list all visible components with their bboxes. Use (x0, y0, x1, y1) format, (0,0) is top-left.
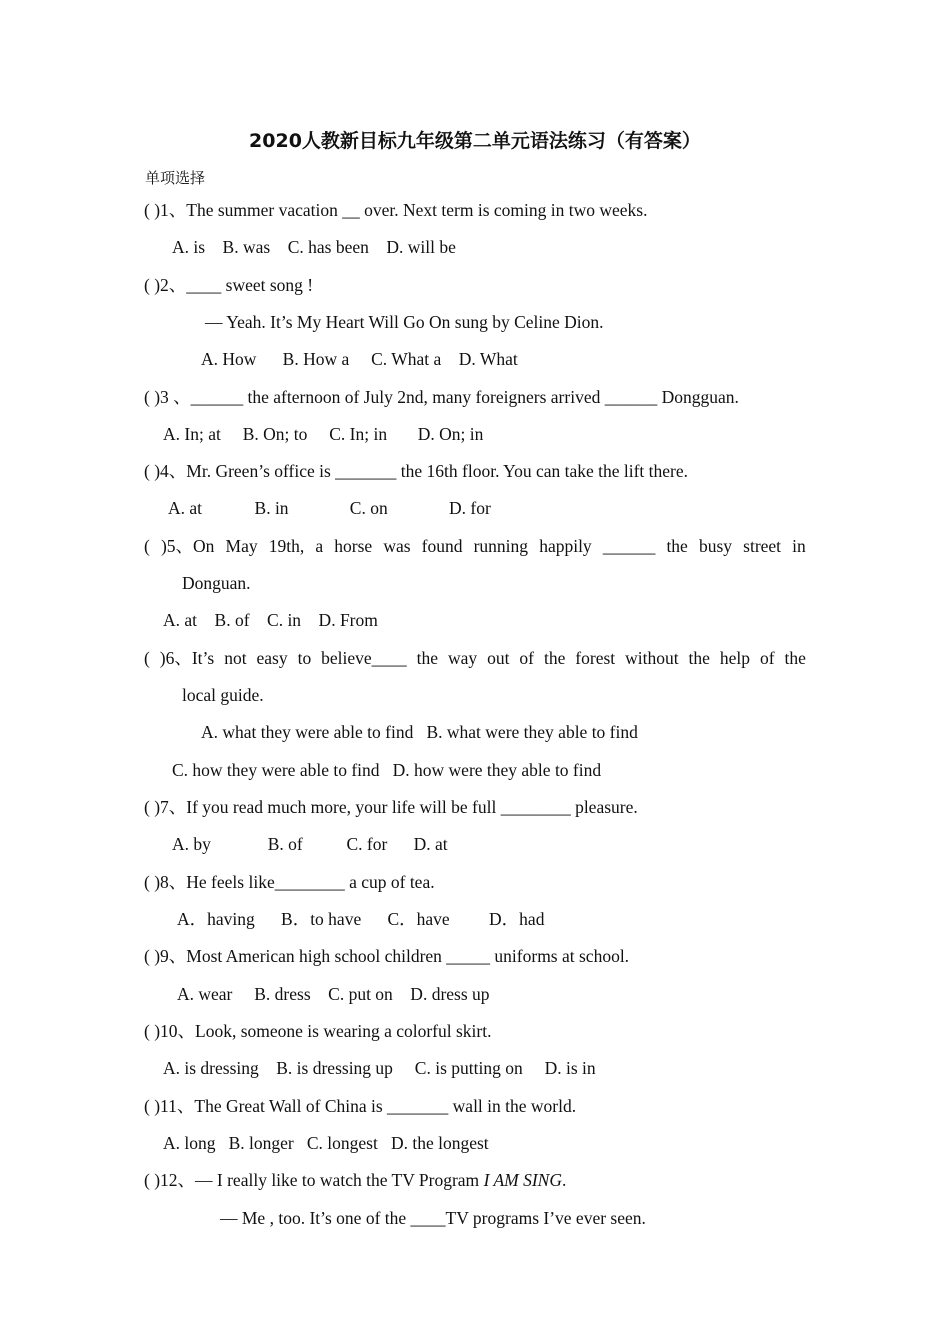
question-5-continued: Donguan. (182, 573, 251, 593)
justified-word: ( (144, 536, 150, 556)
question-8: ( )8、He feels like________ a cup of tea. (144, 872, 435, 892)
question-12 (144, 1169, 566, 1191)
question-6-continued: local guide. (182, 685, 264, 705)
justified-word: )6、It’s (159, 648, 215, 668)
justified-word: easy (256, 648, 288, 668)
justified-word: believe____ (321, 648, 407, 668)
question-1-options: A. is B. was C. has been D. will be (172, 237, 456, 257)
question-9: ( )9、Most American high school children _____ uniforms at school. (144, 946, 630, 966)
justified-word: of (759, 648, 775, 668)
justified-word: a (315, 536, 324, 556)
question-7: ( )7、If you read much more, your life will be full ________ pleasure. (144, 797, 638, 817)
justified-word: without (625, 648, 679, 668)
justified-word: street (743, 536, 782, 556)
question-6-options-cd: C. how they were able to find D. how were they able to find (172, 760, 602, 780)
question-8-options: A．having B．to have C．have D．had (177, 909, 545, 929)
question-2-options: A. How B. How a C. What a D. What (201, 349, 518, 369)
question-6 (144, 647, 806, 669)
question-2: ( )2、____ sweet song ! (144, 275, 314, 295)
justified-word: to (297, 648, 312, 668)
question-4: ( )4、Mr. Green’s office is _______ the 16th floor. You can take the lift there. (144, 461, 689, 481)
justified-word: horse (334, 536, 373, 556)
justified-word: of (519, 648, 534, 668)
justified-word: 19th, (268, 536, 305, 556)
justified-word: forest (575, 648, 616, 668)
question-9-options: A. wear B. dress C. put on D. dress up (177, 984, 490, 1004)
question-7-options: A. by B. of C. for D. at (172, 834, 448, 854)
question-4-options: A. at B. in C. on D. for (168, 498, 491, 518)
question-2-reply: — Yeah. It’s My Heart Will Go On sung by Celine Dion. (205, 312, 604, 332)
justified-word: in (792, 536, 806, 556)
justified-word: not (224, 648, 247, 668)
justified-word: the (688, 648, 710, 668)
section-heading: 单项选择 (145, 169, 206, 187)
justified-word: )5、On (160, 536, 215, 556)
question-12-reply: — Me , too. It’s one of the ____TV programs I’ve ever seen. (220, 1208, 646, 1228)
question-3-options: A. In; at B. On; to C. In; in D. On; in (163, 424, 484, 444)
justified-word: the (543, 648, 566, 668)
question-12-text: ( )12、— I really like to watch the TV Program (144, 1170, 484, 1190)
question-11-options: A. long B. longer C. longest D. the longest (163, 1133, 489, 1153)
question-1: ( )1、The summer vacation __ over. Next term is coming in two weeks. (144, 200, 648, 220)
justified-word: ( (144, 648, 150, 668)
justified-word: running (473, 536, 529, 556)
justified-word: out (487, 648, 510, 668)
justified-word: the (666, 536, 688, 556)
question-5-options: A. at B. of C. in D. From (163, 610, 378, 630)
justified-word: help (719, 648, 751, 668)
question-10: ( )10、Look, someone is wearing a colorful skirt. (144, 1021, 492, 1041)
question-3: ( )3 、______ the afternoon of July 2nd, many foreigners arrived ______ Dongguan. (144, 387, 739, 407)
justified-word: was (383, 536, 411, 556)
question-11: ( )11、The Great Wall of China is _______ wall in the world. (144, 1096, 577, 1116)
question-6-options-ab: A. what they were able to find B. what were they able to find (201, 722, 638, 742)
justified-word: busy (698, 536, 733, 556)
program-title: I AM SING (483, 1170, 562, 1190)
justified-word: found (421, 536, 463, 556)
justified-word: happily (539, 536, 592, 556)
justified-word: ______ (602, 536, 656, 556)
page-title: 2020人教新目标九年级第二单元语法练习（有答案） (249, 130, 701, 152)
justified-word: the (416, 648, 439, 668)
question-10-options: A. is dressing B. is dressing up C. is putting on D. is in (163, 1058, 596, 1078)
question-5 (144, 535, 806, 557)
justified-word: way (447, 648, 478, 668)
justified-word: May (225, 536, 258, 556)
justified-word: the (784, 648, 806, 668)
question-12-end: . (561, 1170, 567, 1190)
